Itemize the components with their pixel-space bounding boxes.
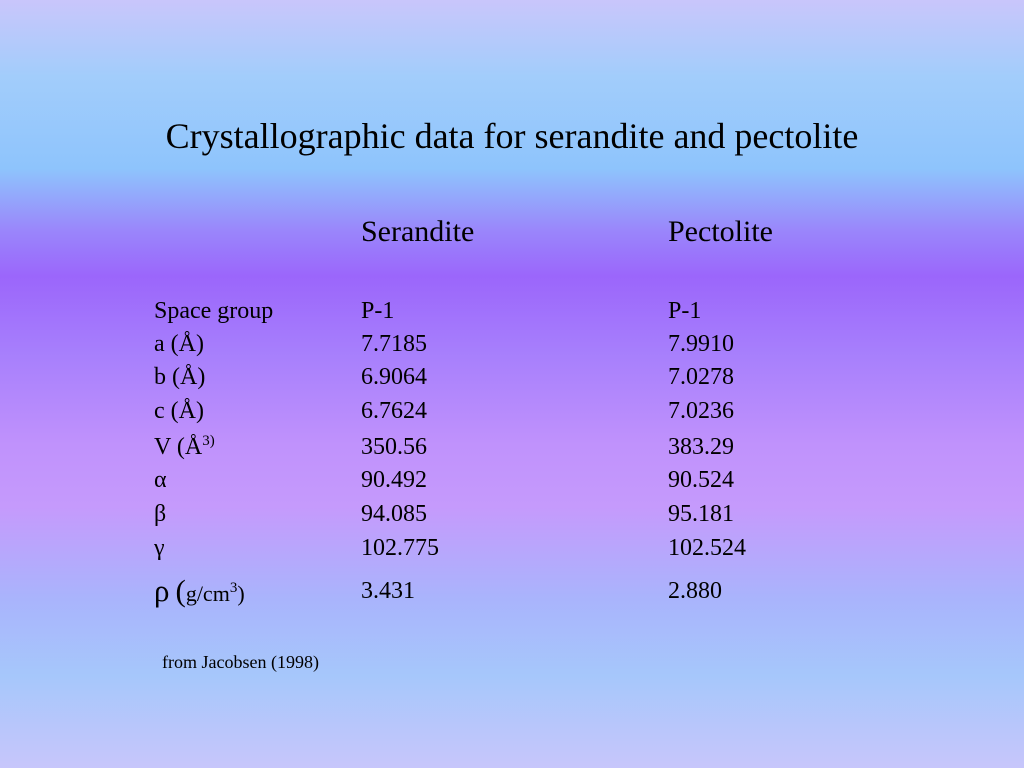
row-label: Space group — [154, 298, 274, 324]
row-label: b (Å) — [154, 364, 206, 390]
row-label: c (Å) — [154, 398, 204, 424]
serandite-value: 90.492 — [361, 467, 427, 493]
source-citation: from Jacobsen (1998) — [162, 652, 319, 672]
pectolite-value: 7.0236 — [668, 398, 734, 424]
row-label-close-paren: ) — [237, 581, 245, 606]
pectolite-value: 7.0278 — [668, 364, 734, 390]
serandite-value: 6.9064 — [361, 364, 427, 390]
row-label-text: g/cm — [185, 581, 230, 606]
row-label-superscript: 3 — [229, 580, 238, 596]
pectolite-value: P-1 — [668, 298, 702, 324]
serandite-value: P-1 — [361, 298, 395, 324]
serandite-value: 102.775 — [361, 535, 439, 561]
serandite-value: 350.56 — [361, 434, 427, 460]
pectolite-value: 2.880 — [668, 578, 722, 604]
serandite-value: 6.7624 — [361, 398, 427, 424]
column-header-serandite: Serandite — [361, 215, 475, 248]
serandite-value: 94.085 — [361, 501, 427, 527]
serandite-value: 7.7185 — [361, 331, 427, 357]
row-label — [154, 430, 215, 464]
row-label: γ — [154, 535, 165, 561]
row-label-superscript: 3) — [202, 433, 215, 449]
row-label — [154, 574, 245, 611]
pectolite-value: 383.29 — [668, 434, 734, 460]
row-label: a (Å) — [154, 331, 204, 357]
row-label: β — [154, 501, 167, 527]
row-label-symbol: ρ — [154, 573, 170, 608]
pectolite-value: 102.524 — [668, 535, 746, 561]
row-label-open-paren: ( — [175, 573, 186, 608]
slide-title: Crystallographic data for serandite and pectolite — [165, 116, 859, 156]
row-label-text: V (Å — [154, 434, 203, 460]
pectolite-value: 90.524 — [668, 467, 734, 493]
pectolite-value: 7.9910 — [668, 331, 734, 357]
serandite-value: 3.431 — [361, 578, 415, 604]
column-header-pectolite: Pectolite — [668, 215, 773, 248]
pectolite-value: 95.181 — [668, 501, 734, 527]
row-label: α — [154, 467, 167, 493]
